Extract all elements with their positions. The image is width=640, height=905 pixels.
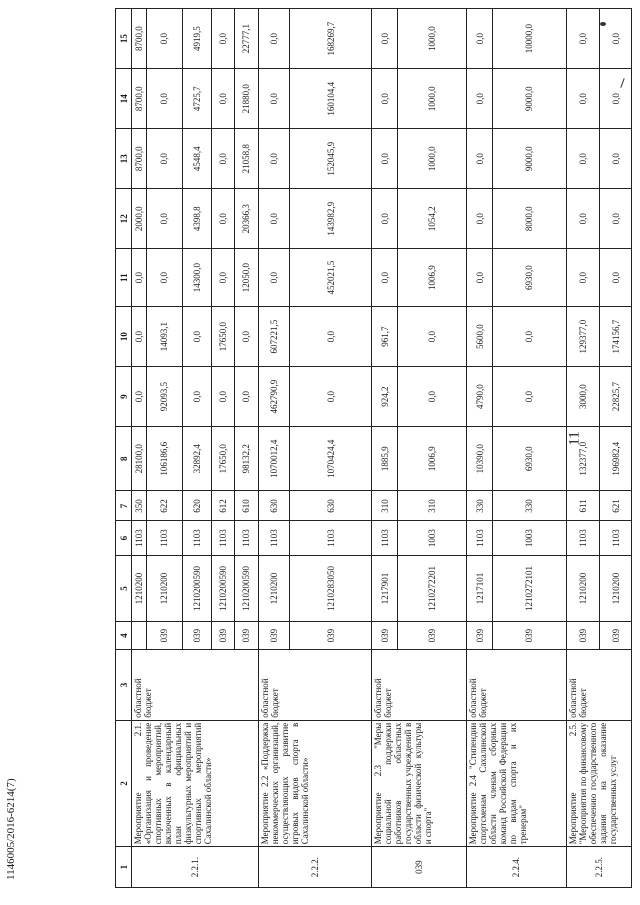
table-cell: 143982,9	[290, 189, 372, 249]
table-cell: 1210200	[600, 555, 632, 621]
event-description: Мероприятие 2.1. «Организация и проведение спортивных мероприятий, включенных в календарный план официальных физкультурных мероприятий и спортивных мероприятий Сахалинской области»	[132, 720, 259, 846]
table-cell: 0,0	[212, 69, 235, 129]
table-cell: 8700,0	[132, 69, 147, 129]
table-cell: 0,0	[566, 9, 600, 69]
table-cell: 039	[566, 622, 600, 650]
header-row	[116, 9, 132, 888]
funding-source: областной бюджет	[132, 650, 259, 721]
table-cell: 0,0	[212, 129, 235, 189]
table-cell: 310	[397, 491, 467, 521]
table-body	[132, 9, 632, 888]
table-cell: 1103	[132, 521, 147, 555]
table-cell: 12050,0	[235, 249, 258, 307]
table-cell: 1070424,4	[290, 427, 372, 491]
table-cell: 1103	[372, 521, 397, 555]
table-cell: 330	[492, 491, 566, 521]
event-description: Мероприятие 2.3 "Меры социальной поддержки работников областных государственных учреждений в области физической культуры и спорта"	[372, 720, 467, 846]
table-cell: 0,0	[467, 9, 492, 69]
table-cell: 462790,9	[258, 367, 290, 427]
column-header: 14	[116, 69, 132, 129]
table-cell: 0,0	[566, 249, 600, 307]
table-cell: 350	[132, 491, 147, 521]
table-cell: 174156,7	[600, 307, 632, 367]
table-cell: 622	[146, 491, 182, 521]
table-cell: 0,0	[146, 69, 182, 129]
table-cell: 1103	[566, 521, 600, 555]
event-description: Мероприятие 2.5. "Мероприятия по финансовому обеспечению государственного задания на оказание государственных услуг	[566, 720, 631, 846]
funding-source: областной бюджет	[566, 650, 631, 721]
table-cell: 22777,1	[235, 9, 258, 69]
table-cell: 21880,0	[235, 69, 258, 129]
table-cell: 1006,9	[397, 427, 467, 491]
table-cell: 630	[258, 491, 290, 521]
table-cell: 039	[397, 622, 467, 650]
column-header: 11	[116, 249, 132, 307]
table-cell: 4398,8	[182, 189, 212, 249]
table-cell: 1210200590	[212, 555, 235, 621]
funding-source: областной бюджет	[467, 650, 566, 721]
table-cell: 0,0	[258, 129, 290, 189]
table-cell: 0,0	[492, 367, 566, 427]
table-cell: 0,0	[397, 367, 467, 427]
table-cell: 0,0	[258, 9, 290, 69]
table-cell: 0,0	[467, 249, 492, 307]
event-description: Мероприятие 2.4 "Стипендии спортсменам Сахалинской области членам сборных команд Российской Федерации по видам спорта и их тренерам"	[467, 720, 566, 846]
table-cell: 21058,8	[235, 129, 258, 189]
table-cell: 607221,5	[258, 307, 290, 367]
table-row	[467, 9, 492, 888]
row-number: 2.2.4.	[467, 847, 566, 888]
table-cell: 0,0	[600, 249, 632, 307]
table-cell: 1217101	[467, 555, 492, 621]
table-cell: 0,0	[600, 189, 632, 249]
table-cell: 0,0	[182, 307, 212, 367]
table-cell: 0,0	[566, 189, 600, 249]
document-code: 1146005/2016-6214(7)	[5, 778, 17, 880]
table-cell: 4548,4	[182, 129, 212, 189]
table-cell: 8700,0	[132, 9, 147, 69]
table-cell: 1885,9	[372, 427, 397, 491]
table-cell: 1054,2	[397, 189, 467, 249]
table-cell: 0,0	[600, 69, 632, 129]
table-cell: 1070012,4	[258, 427, 290, 491]
table-cell: 1103	[182, 521, 212, 555]
table-cell: 3000,0	[566, 367, 600, 427]
table-cell: 0,0	[566, 69, 600, 129]
table-cell: 924,2	[372, 367, 397, 427]
rotated-table-container	[115, 8, 632, 888]
table-cell: 0,0	[182, 367, 212, 427]
table-cell: 0,0	[132, 249, 147, 307]
budget-table	[115, 8, 632, 888]
table-cell: 1210272201	[397, 555, 467, 621]
table-cell: 9000,0	[492, 129, 566, 189]
table-cell: 1210200	[258, 555, 290, 621]
table-cell: 1210200	[146, 555, 182, 621]
table-row	[372, 9, 397, 888]
table-cell: 1210200590	[182, 555, 212, 621]
table-cell: 1006,9	[397, 249, 467, 307]
table-cell: 152045,9	[290, 129, 372, 189]
column-header: 2	[116, 720, 132, 846]
row-number: 2.2.5.	[566, 847, 631, 888]
table-cell: 17650,0	[212, 427, 235, 491]
column-header: 12	[116, 189, 132, 249]
table-cell: 28100,0	[132, 427, 147, 491]
row-number: 2.2.1.	[132, 847, 259, 888]
table-cell: 4919,5	[182, 9, 212, 69]
table-cell: 0,0	[467, 129, 492, 189]
table-cell: 0,0	[146, 9, 182, 69]
table-cell: 168269,7	[290, 9, 372, 69]
column-header: 1	[116, 847, 132, 888]
column-header: 10	[116, 307, 132, 367]
table-cell: 612	[212, 491, 235, 521]
table-cell: 1000,0	[397, 9, 467, 69]
funding-source: областной бюджет	[372, 650, 467, 721]
table-cell: 0,0	[372, 69, 397, 129]
table-cell: 0,0	[258, 69, 290, 129]
table-cell: 1210200590	[235, 555, 258, 621]
table-cell: 1103	[212, 521, 235, 555]
table-cell: 6930,0	[492, 427, 566, 491]
table-cell: 039	[600, 622, 632, 650]
table-cell: 14093,1	[146, 307, 182, 367]
column-header: 3	[116, 650, 132, 721]
table-cell: 0,0	[372, 189, 397, 249]
event-description: Мероприятие 2.2 «Поддержка некоммерческих организаций, осуществляющих развитие игровых видов спорта в Сахалинской области»	[258, 720, 372, 846]
table-cell: 039	[467, 622, 492, 650]
table-cell: 0,0	[146, 249, 182, 307]
table-cell: 1003	[492, 521, 566, 555]
column-header: 6	[116, 521, 132, 555]
table-cell: 0,0	[600, 9, 632, 69]
table-cell: 0,0	[235, 367, 258, 427]
table-cell: 1210200	[566, 555, 600, 621]
table-cell: 0,0	[132, 307, 147, 367]
table-cell: 1000,0	[397, 129, 467, 189]
table-cell: 611	[566, 491, 600, 521]
table-cell: 0,0	[212, 9, 235, 69]
table-cell: 1210272101	[492, 555, 566, 621]
table-cell: 106186,6	[146, 427, 182, 491]
table-cell: 0,0	[397, 307, 467, 367]
table-cell	[132, 622, 147, 650]
column-header: 13	[116, 129, 132, 189]
funding-source: областной бюджет	[258, 650, 372, 721]
column-header: 5	[116, 555, 132, 621]
table-cell: 452021,5	[290, 249, 372, 307]
table-cell: 1210283050	[290, 555, 372, 621]
table-cell: 22825,7	[600, 367, 632, 427]
table-cell: 1103	[290, 521, 372, 555]
table-row	[132, 9, 147, 888]
table-cell: 32892,4	[182, 427, 212, 491]
table-cell: 310	[372, 491, 397, 521]
table-cell: 4725,7	[182, 69, 212, 129]
column-header: 9	[116, 367, 132, 427]
table-cell: 196982,4	[600, 427, 632, 491]
table-cell: 6930,0	[492, 249, 566, 307]
table-cell: 8700,0	[132, 129, 147, 189]
table-cell: 0,0	[235, 307, 258, 367]
table-cell: 0,0	[372, 9, 397, 69]
table-cell: 039	[235, 622, 258, 650]
table-cell: 1103	[235, 521, 258, 555]
table-cell: 5600,0	[467, 307, 492, 367]
table-cell: 630	[290, 491, 372, 521]
table-viewport	[115, 8, 632, 888]
table-cell: 621	[600, 491, 632, 521]
table-cell: 129377,0	[566, 307, 600, 367]
table-cell: 0,0	[290, 367, 372, 427]
table-row	[258, 9, 290, 888]
table-cell: 0,0	[600, 129, 632, 189]
table-cell: 8000,0	[492, 189, 566, 249]
table-cell: 20366,3	[235, 189, 258, 249]
table-cell: 9000,0	[492, 69, 566, 129]
table-cell: 0,0	[146, 189, 182, 249]
table-cell: 17650,0	[212, 307, 235, 367]
table-cell: 0,0	[258, 189, 290, 249]
table-cell: 0,0	[290, 307, 372, 367]
table-cell: 1103	[467, 521, 492, 555]
table-cell: 620	[182, 491, 212, 521]
table-row	[566, 9, 600, 888]
row-number: 2.2.2.	[258, 847, 372, 888]
table-cell: 2000,0	[132, 189, 147, 249]
table-cell: 1103	[146, 521, 182, 555]
table-cell: 0,0	[132, 367, 147, 427]
table-cell: 039	[372, 622, 397, 650]
column-header: 8	[116, 427, 132, 491]
column-header: 7	[116, 491, 132, 521]
table-cell: 039	[146, 622, 182, 650]
table-cell: 0,0	[492, 307, 566, 367]
column-header: 15	[116, 9, 132, 69]
table-cell: 1000,0	[397, 69, 467, 129]
table-cell: 330	[467, 491, 492, 521]
table-cell: 4790,0	[467, 367, 492, 427]
table-cell: 1103	[258, 521, 290, 555]
table-cell: 0,0	[146, 129, 182, 189]
table-cell: 039	[258, 622, 290, 650]
table-header	[116, 9, 132, 888]
table-cell: 0,0	[467, 69, 492, 129]
table-cell: 0,0	[372, 249, 397, 307]
table-cell: 0,0	[467, 189, 492, 249]
table-cell: 1103	[600, 521, 632, 555]
table-cell: 1210200	[132, 555, 147, 621]
table-cell: 14300,0	[182, 249, 212, 307]
table-cell: 92093,5	[146, 367, 182, 427]
table-cell: 1003	[397, 521, 467, 555]
table-cell: 98132,2	[235, 427, 258, 491]
table-cell: 0,0	[212, 249, 235, 307]
table-cell: 039	[182, 622, 212, 650]
table-cell: 160104,4	[290, 69, 372, 129]
table-cell: 10390,0	[467, 427, 492, 491]
table-cell: 039	[492, 622, 566, 650]
table-cell: 039	[290, 622, 372, 650]
table-cell: 039	[212, 622, 235, 650]
table-cell: 0,0	[212, 367, 235, 427]
table-cell: 961,7	[372, 307, 397, 367]
table-cell: 132377,0	[566, 427, 600, 491]
table-cell: 610	[235, 491, 258, 521]
column-header: 4	[116, 622, 132, 650]
table-cell: 0,0	[258, 249, 290, 307]
page-number: 11	[566, 431, 583, 446]
table-cell: 1217901	[372, 555, 397, 621]
table-cell: 10000,0	[492, 9, 566, 69]
table-cell: 0,0	[372, 129, 397, 189]
table-cell: 0,0	[566, 129, 600, 189]
table-cell: 0,0	[212, 189, 235, 249]
row-number: 039	[372, 847, 467, 888]
